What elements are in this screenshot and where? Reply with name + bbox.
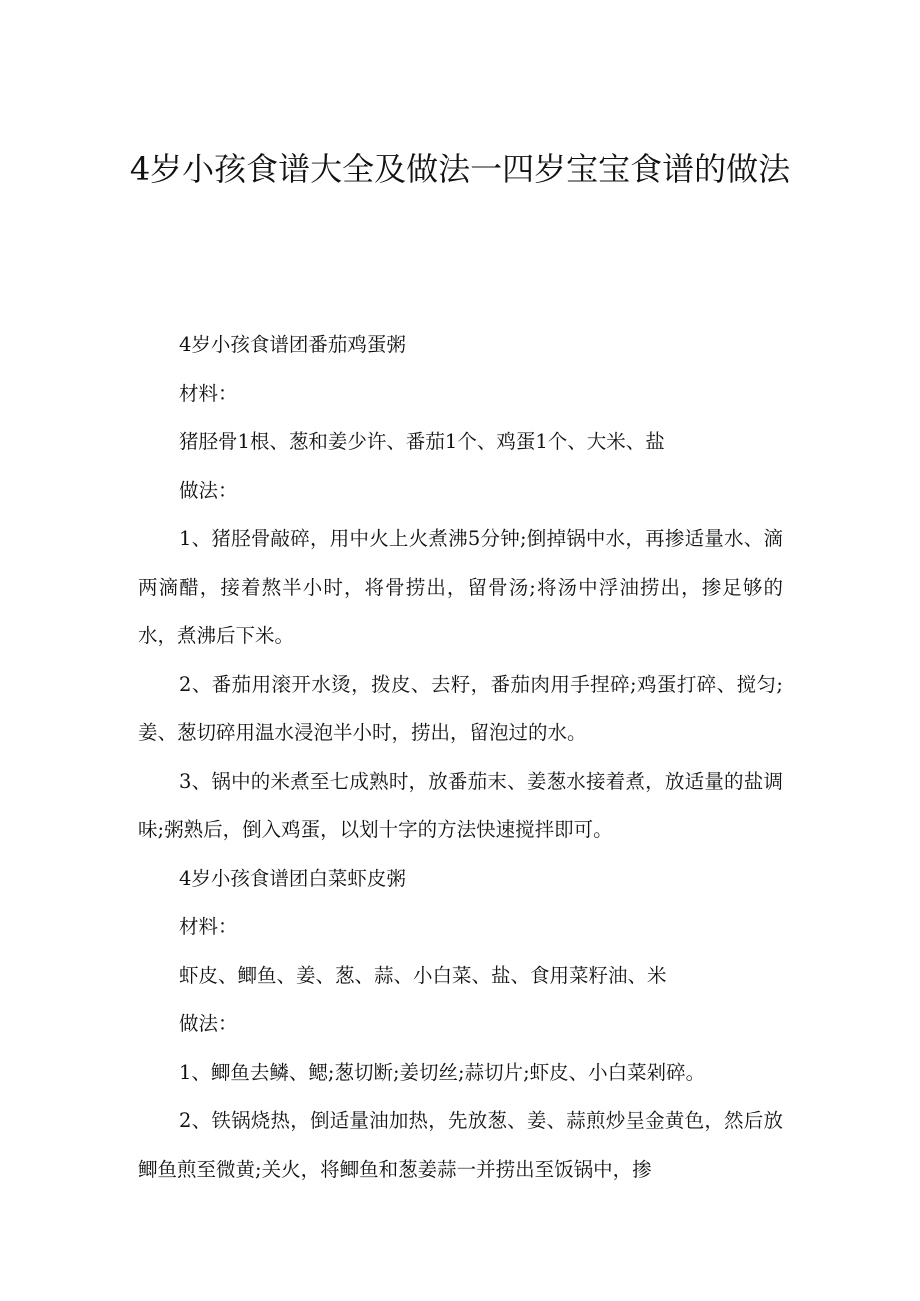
method-label: 做法： [179, 1012, 238, 1035]
ingredients-label: 材料： [179, 915, 238, 938]
document-title: 4岁小孩食谱大全及做法一四岁宝宝食谱的做法 [129, 150, 791, 188]
recipe-heading: 4岁小孩食谱团白菜虾皮粥 [179, 866, 406, 890]
method-step: 2、铁锅烧热，倒适量油加热，先放葱、姜、蒜煎炒呈金黄色，然后放鲫鱼煎至微黄;关火，将鲫鱼和葱姜蒜一并捞出至饭锅中，掺 [138, 1109, 783, 1181]
ingredients-list: 虾皮、鲫鱼、姜、葱、蒜、小白菜、盐、食用菜籽油、米 [179, 963, 667, 987]
method-step: 1、鲫鱼去鳞、鳃;葱切断;姜切丝;蒜切片;虾皮、小白菜剁碎。 [179, 1060, 706, 1084]
method-step: 3、锅中的米煮至七成熟时，放番茄末、姜葱水接着煮，放适量的盐调味;粥熟后，倒入鸡蛋，以划十字的方法快速搅拌即可。 [138, 769, 783, 841]
ingredients-label: 材料： [179, 381, 238, 405]
document-body [138, 321, 783, 1194]
recipe-heading: 4岁小孩食谱团番茄鸡蛋粥 [179, 333, 406, 356]
ingredients-list: 猪胫骨1根、葱和姜少许、番茄1个、鸡蛋1个、大米、盐 [179, 430, 665, 453]
method-step: 1、猪胫骨敲碎，用中火上火煮沸5分钟;倒掉锅中水，再掺适量水、滴两滴醋，接着熬半小时，将骨捞出，留骨汤;将汤中浮油捞出，掺足够的水，煮沸后下米。 [138, 527, 783, 647]
method-label: 做法： [179, 478, 238, 502]
method-step: 2、番茄用滚开水烫，拨皮、去籽，番茄肉用手捏碎;鸡蛋打碎、搅匀;姜、葱切碎用温水浸泡半小时，捞出，留泡过的水。 [138, 672, 783, 744]
